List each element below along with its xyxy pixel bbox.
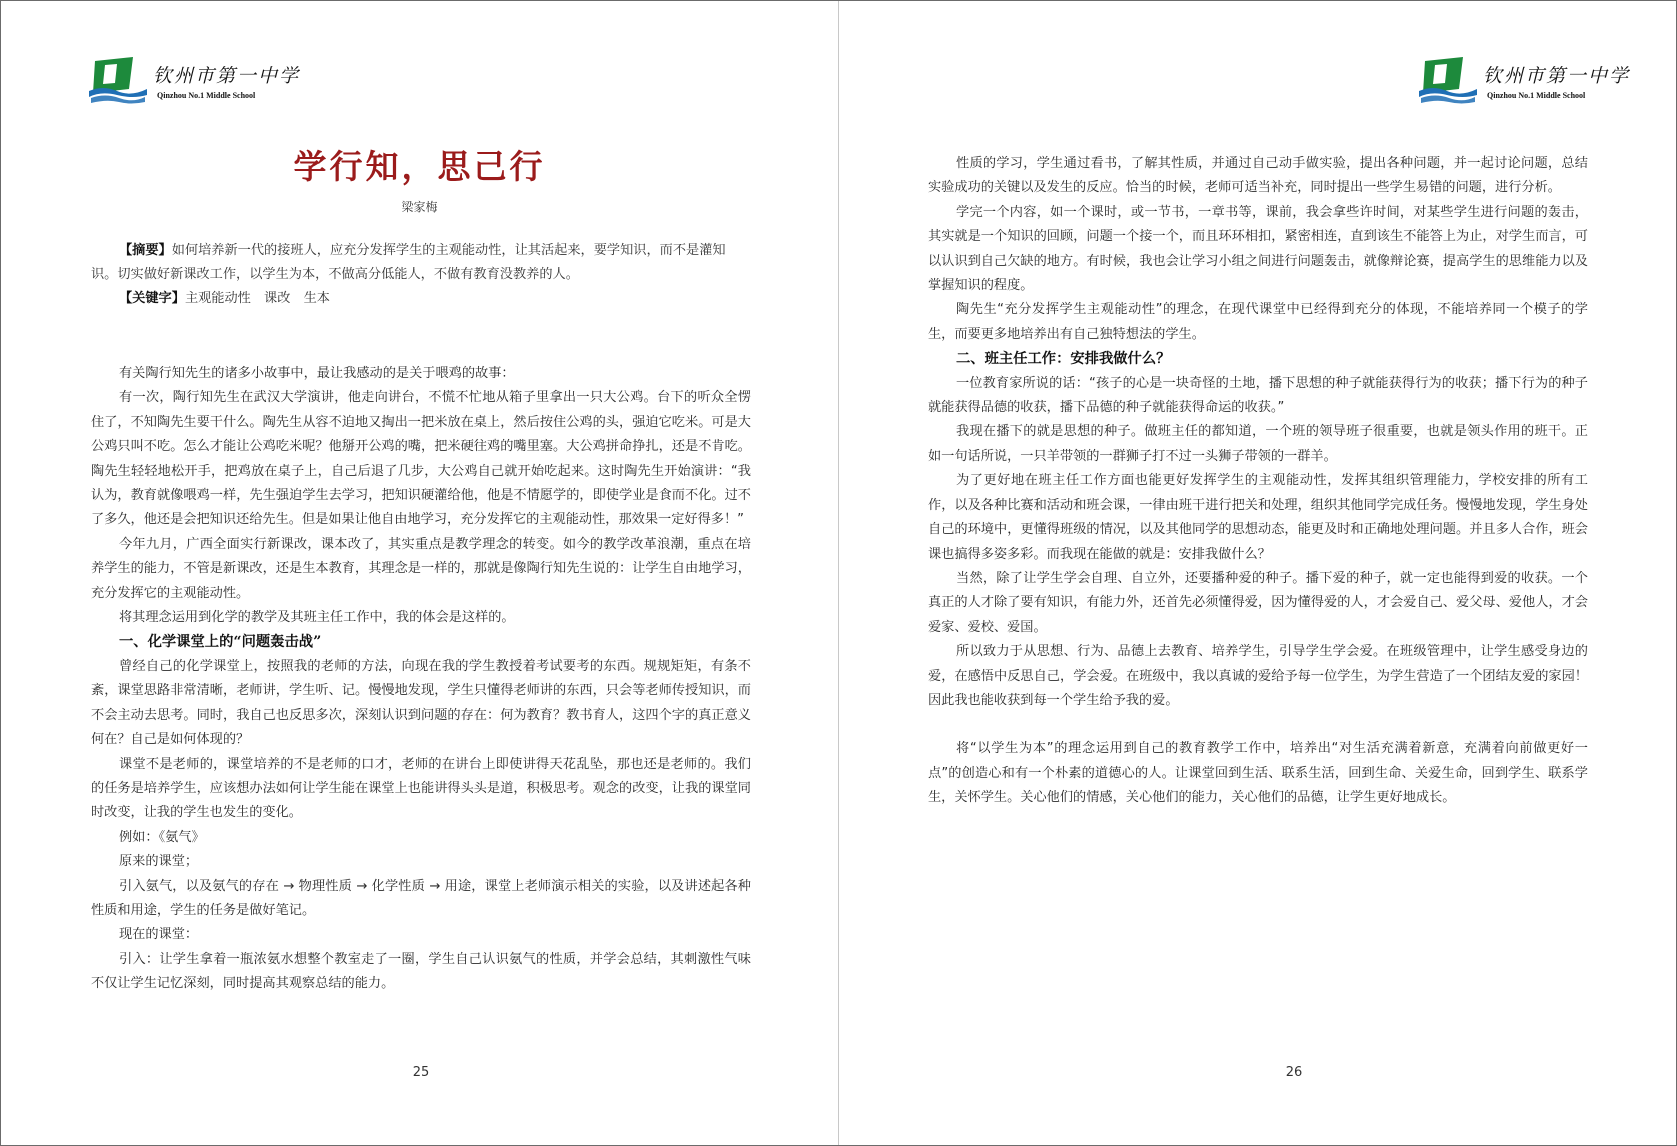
paragraph: 当然，除了让学生学会自理、自立外，还要播种爱的种子。播下爱的种子，就一定也能得到爱的收获。一个真正的人才除了要有知识，有能力外，还首先必须懂得爱，因为懂得爱的人，才会爱自己、爱父母、爱他人，才会爱家、爱校、爱国。 bbox=[928, 570, 1588, 635]
paragraph: 课堂不是老师的，课堂培养的不是老师的口才，老师的在讲台上即使讲得天花乱坠，那也还是老师的。我们的任务是培养学生，应该想办法如何让学生能在课堂上也能讲得头头是道，积极思考。观念的改变，让我的课堂同时改变，让我的学生也发生的变化。 bbox=[91, 756, 751, 821]
paragraph: 性质的学习，学生通过看书，了解其性质，并通过自己动手做实验，提出各种问题，并一起讨论问题，总结实验成功的关键以及发生的反应。恰当的时候，老师可适当补充，同时提出一些学生易错的问题，进行分析。 bbox=[928, 156, 1588, 196]
paragraph: 曾经自己的化学课堂上，按照我的老师的方法，向现在我的学生教授着考试要考的东西。规规矩矩，有条不紊，课堂思路非常清晰，老师讲，学生听、记。慢慢地发现，学生只懂得老师讲的东西，只会等老师传授知识，而不会主动去思考。同时，我自己也反思多次，深刻认识到问题的存在：何为教育？教书育人，这四个字的真正意义何在？自己是如何体现的？ bbox=[91, 658, 751, 748]
paragraph: 引入：让学生拿着一瓶浓氨水想整个教室走了一圈，学生自己认识氨气的性质，并学会总结，其刺激性气味不仅让学生记忆深刻，同时提高其观察总结的能力。 bbox=[91, 951, 751, 992]
school-name-cn: 钦州市第一中学 bbox=[1483, 65, 1631, 87]
paragraph: 学完一个内容，如一个课时，或一节书，一章书等，课前，我会拿些许时间，对某些学生进行问题的轰击，其实就是一个知识的回顾，问题一个接一个，而且环环相扣，紧密相连，直到该生不能答上为止，对学生而言，可以认识到自己欠缺的地方。有时候，我也会让学习小组之间进行问题轰击，就像辩论赛，提高学生的思维能力以及掌握知识的程度。 bbox=[928, 204, 1588, 294]
paragraph: 我现在播下的就是思想的种子。做班主任的都知道，一个班的领导班子很重要，也就是领头作用的班干。正如一句话所说，一只羊带领的一群狮子打不过一头狮子带领的一群羊。 bbox=[928, 424, 1588, 464]
right-page bbox=[839, 1, 1676, 1145]
abstract-text: 如何培养新一代的接班人，应充分发挥学生的主观能动性，让其活起来，要学知识，而不是灌知识。切实做好新课改工作，以学生为本，不做高分低能人，不做有教育没教养的人。 bbox=[91, 243, 726, 282]
paragraph: 一位教育家所说的话：“孩子的心是一块奇怪的土地，播下思想的种子就能获得行为的收获；播下行为的种子就能获得品德的收获，播下品德的种子就能获得命运的收获。” bbox=[928, 375, 1588, 416]
section-heading-1: 一、化学课堂上的“问题轰击战” bbox=[119, 634, 322, 651]
keywords-text: 主观能动性 课改 生本 bbox=[184, 291, 330, 306]
paragraph: 为了更好地在班主任工作方面也能更好发挥学生的主观能动性，发挥其组织管理能力，学校安排的所有工作，以及各种比赛和活动和班会课，一律由班干进行把关和处理，组织其他同学完成任务。慢慢地发现，学生身处自己的环境中，更懂得班级的情况，以及其他同学的思想动态，能更及时和正确地处理问题。并且多人合作，班会课也搞得多姿多彩。而我现在能做的就是：安排我做什么？ bbox=[928, 473, 1588, 562]
paragraph: 原来的课堂； bbox=[119, 854, 199, 870]
article-title: 学行知，思己行 bbox=[293, 147, 546, 186]
abstract-label: 【摘要】 bbox=[119, 243, 172, 258]
page-number-left: 25 bbox=[412, 1065, 430, 1080]
school-name-cn: 钦州市第一中学 bbox=[153, 65, 301, 87]
paragraph: 所以致力于从思想、行为、品德上去教育、培养学生，引导学生学会爱。在班级管理中，让学生感受身边的爱，在感悟中反思自己，学会爱。在班级中，我以真诚的爱给予每一位学生，为学生营造了一个团结友爱的家园！因此我也能收获到每一个学生给予我的爱。 bbox=[928, 644, 1588, 708]
left-page bbox=[1, 1, 838, 1145]
spacer bbox=[928, 713, 1588, 737]
paragraph: 陶先生“充分发挥学生主观能动性”的理念，在现代课堂中已经得到充分的体现，不能培养同一个模子的学生，而要更多地培养出有自己独特想法的学生。 bbox=[928, 302, 1588, 342]
paragraph: 今年九月，广西全面实行新课改，课本改了，其实重点是教学理念的转变。如今的教学改革浪潮，重点在培养学生的能力，不管是新课改，还是生本教育，其理念是一样的，那就是像陶行知先生说的：让学生自由地学习，充分发挥它的主观能动性。 bbox=[91, 536, 751, 601]
conclusion-paragraph: 将“以学生为本”的理念运用到自己的教育教学工作中，培养出“对生活充满着新意，充满着向前做更好一点”的创造心和有一个朴素的道德心的人。让课堂回到生活、联系生活，回到生命、关爱生命，回到学生、联系学生，关怀学生。关心他们的情感，关心他们的能力，关心他们的品德，让学生更好地成长。 bbox=[928, 741, 1588, 806]
paragraph: 现在的课堂： bbox=[119, 927, 199, 943]
abstract-block bbox=[91, 239, 751, 311]
page-number-right: 26 bbox=[1285, 1065, 1303, 1080]
keywords bbox=[91, 287, 751, 311]
paragraph: 引入氨气，以及氨气的存在 → 物理性质 → 化学性质 → 用途，课堂上老师演示相关的实验，以及讲述起各种性质和用途，学生的任务是做好笔记。 bbox=[91, 878, 751, 918]
paragraph: 将其理念运用到化学的教学及其班主任工作中，我的体会是这样的。 bbox=[119, 610, 515, 626]
paragraph: 例如：《氨气》 bbox=[119, 829, 205, 845]
paragraph: 有一次，陶行知先生在武汉大学演讲，他走向讲台，不慌不忙地从箱子里拿出一只大公鸡。台下的听众全愣住了，不知陶先生要干什么。陶先生从容不迫地又掏出一把米放在桌上，然后按住公鸡的头，强迫它吃米。可是大公鸡只叫不吃。怎么才能让公鸡吃米呢？他掰开公鸡的嘴，把米硬往鸡的嘴里塞。大公鸡拼命挣扎，还是不肯吃。陶先生轻轻地松开手，把鸡放在桌子上，自己后退了几步，大公鸡自己就开始吃起来。这时陶先生开始演讲：“我认为，教育就像喂鸡一样，先生强迫学生去学习，把知识硬灌给他，他是不情愿学的，即使学业是食而不化。过不了多久，他还是会把知识还给先生。但是如果让他自由地学习，充分发挥它的主观能动性，那效果一定好得多！” bbox=[91, 390, 751, 528]
left-body-text bbox=[91, 362, 751, 997]
school-logo bbox=[1419, 55, 1631, 109]
right-body-text bbox=[928, 152, 1588, 811]
article-author: 梁家梅 bbox=[401, 200, 438, 214]
school-name-en: Qinzhou No.1 Middle School bbox=[157, 91, 256, 100]
abstract bbox=[91, 239, 751, 287]
school-emblem-icon bbox=[1419, 55, 1477, 105]
school-name-en: Qinzhou No.1 Middle School bbox=[1487, 91, 1586, 100]
section-heading-2: 二、班主任工作：安排我做什么？ bbox=[956, 351, 1171, 368]
school-logo bbox=[89, 55, 301, 109]
keywords-label: 【关键字】 bbox=[119, 291, 185, 306]
school-emblem-icon bbox=[89, 55, 147, 105]
paragraph: 有关陶行知先生的诸多小故事中，最让我感动的是关于喂鸡的故事： bbox=[119, 366, 515, 381]
